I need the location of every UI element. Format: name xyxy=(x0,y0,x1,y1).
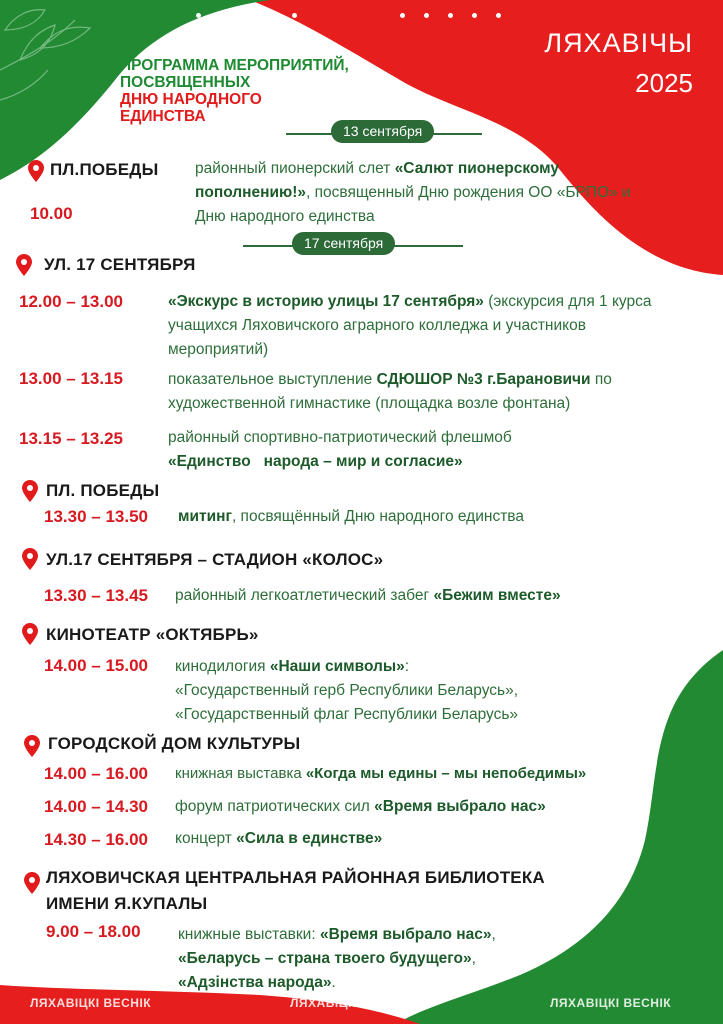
page-title xyxy=(120,57,349,125)
desc-line xyxy=(175,655,625,679)
desc-bold: «Бежим вместе» xyxy=(433,587,561,604)
location-dom-kultury: ГОРОДСКОЙ ДОМ КУЛЬТУРЫ xyxy=(48,734,301,753)
decor-dot xyxy=(400,13,405,18)
location-biblioteka xyxy=(46,865,545,917)
location-pl-pobedy: ПЛ.ПОБЕДЫ xyxy=(50,160,159,179)
desc-text: районный легкоатлетический забег xyxy=(175,587,434,604)
desc-bold: «Наши символы» xyxy=(269,658,405,675)
event-description xyxy=(175,655,625,727)
decor-dot xyxy=(268,13,273,18)
decor-dot xyxy=(220,13,225,18)
event-time: 12.00 – 13.00 xyxy=(19,292,123,311)
event-time: 9.00 – 18.00 xyxy=(46,922,141,941)
desc-text: кинодилогия xyxy=(175,658,270,675)
event-description xyxy=(168,290,688,362)
title-line-2: ПОСВЯЩЕННЫХ xyxy=(120,74,251,91)
location-line: ИМЕНИ Я.КУПАЛЫ xyxy=(46,894,208,913)
decor-dot xyxy=(196,13,201,18)
map-pin-icon xyxy=(16,254,32,276)
event-time: 14.30 – 16.00 xyxy=(44,830,148,849)
event-time: 13.30 – 13.50 xyxy=(44,507,148,526)
decor-dot xyxy=(496,13,501,18)
desc-text: , xyxy=(491,926,496,943)
map-pin-icon xyxy=(22,623,38,645)
year: 2025 xyxy=(635,68,693,98)
title-line-3: ДНЮ НАРОДНОГО xyxy=(120,91,262,108)
desc-text: форум патриотических сил xyxy=(175,798,375,815)
desc-line: «Государственный герб Республики Беларусь», xyxy=(175,682,519,699)
footer-watermark: ЛЯХАВІЦКІ ВЕСНІК xyxy=(290,996,412,1010)
event-description xyxy=(195,157,655,229)
desc-bold: митинг xyxy=(178,508,232,525)
title-line-4: ЕДИНСТВА xyxy=(120,108,206,125)
event-description xyxy=(178,923,496,995)
desc-bold: «Когда мы едины – мы непобедимы» xyxy=(305,765,587,782)
date-badge-13: 13 сентября xyxy=(331,120,434,143)
desc-line xyxy=(178,947,496,971)
location-ul-17-sentyabrya: УЛ. 17 СЕНТЯБРЯ xyxy=(44,255,196,274)
footer-watermark: ЛЯХАВІЦКІ ВЕСНІК xyxy=(30,996,152,1010)
desc-text: районный спортивно-патриотический флешмоб xyxy=(168,429,512,446)
desc-text: по художественной гимнастике (площадка возле фонтана) xyxy=(168,371,612,412)
event-time: 14.00 – 14.30 xyxy=(44,797,148,816)
desc-text: районный пионерский слет xyxy=(195,160,395,177)
desc-text: , посвященный Дню рождения ОО «БРПО» и Дню народного единства xyxy=(195,184,631,225)
event-description xyxy=(178,505,524,529)
event-time: 13.00 – 13.15 xyxy=(19,369,123,388)
city-name: ЛЯХАВІЧЫ xyxy=(544,28,693,58)
map-pin-icon xyxy=(24,872,40,894)
event-description xyxy=(168,368,698,416)
desc-bold: «Салют пионерскому пополнению!» xyxy=(195,160,560,201)
desc-text: книжные выставки: xyxy=(178,926,320,943)
event-description xyxy=(175,762,586,786)
desc-bold: «Время выбрало нас» xyxy=(319,926,492,943)
desc-bold: «Адзінства народа» xyxy=(178,974,332,991)
event-description xyxy=(175,795,546,819)
map-pin-icon xyxy=(24,735,40,757)
location-kinoteatr-oktyabr: КИНОТЕАТР «ОКТЯБРЬ» xyxy=(46,625,259,644)
title-line-1: ПРОГРАММА МЕРОПРИЯТИЙ, xyxy=(120,57,349,74)
map-pin-icon xyxy=(28,160,44,182)
desc-text: . xyxy=(331,974,336,991)
desc-bold: «Единство народа – мир и согласие» xyxy=(168,453,463,470)
decor-dot xyxy=(292,13,297,18)
desc-line: «Государственный флаг Республики Беларусь» xyxy=(175,706,519,723)
desc-text: концерт xyxy=(175,830,237,847)
desc-bold: «Экскурс в историю улицы 17 сентября» xyxy=(168,293,484,310)
desc-bold: «Сила в единстве» xyxy=(236,830,383,847)
desc-bold: СДЮШОР №3 г.Барановичи xyxy=(376,371,591,388)
event-time: 14.00 – 15.00 xyxy=(44,656,148,675)
event-time: 13.30 – 13.45 xyxy=(44,586,148,605)
map-pin-icon xyxy=(22,480,38,502)
desc-text: : xyxy=(404,658,410,675)
location-stadion-kolos: УЛ.17 СЕНТЯБРЯ – СТАДИОН «КОЛОС» xyxy=(46,550,384,569)
desc-line xyxy=(178,971,496,995)
decor-dot xyxy=(448,13,453,18)
desc-bold: «Беларусь – страна твоего будущего» xyxy=(178,950,472,967)
event-description xyxy=(175,584,561,608)
location-line: ЛЯХОВИЧСКАЯ ЦЕНТРАЛЬНАЯ РАЙОННАЯ БИБЛИОТЕКА xyxy=(46,868,545,887)
desc-text: книжная выставка xyxy=(175,765,306,782)
decor-dot xyxy=(424,13,429,18)
desc-bold: «Время выбрало нас» xyxy=(374,798,546,815)
desc-text: , посвящённый Дню народного единства xyxy=(231,508,524,525)
decor-dot xyxy=(244,13,249,18)
decor-dot xyxy=(472,13,477,18)
desc-line xyxy=(178,923,496,947)
map-pin-icon xyxy=(22,548,38,570)
desc-text: (экскурсия для 1 курса учащихся Ляховичского аграрного колледжа и участников мероприятий) xyxy=(168,293,652,358)
date-badge-17: 17 сентября xyxy=(292,232,395,255)
event-time: 10.00 xyxy=(30,204,73,223)
desc-text: показательное выступление xyxy=(168,371,377,388)
event-time: 13.15 – 13.25 xyxy=(19,429,123,448)
footer-watermark: ЛЯХАВІЦКІ ВЕСНІК xyxy=(550,996,672,1010)
event-description xyxy=(175,827,382,851)
desc-text: , xyxy=(471,950,476,967)
location-pl-pobedy: ПЛ. ПОБЕДЫ xyxy=(46,481,160,500)
event-description xyxy=(168,426,638,474)
event-time: 14.00 – 16.00 xyxy=(44,764,148,783)
